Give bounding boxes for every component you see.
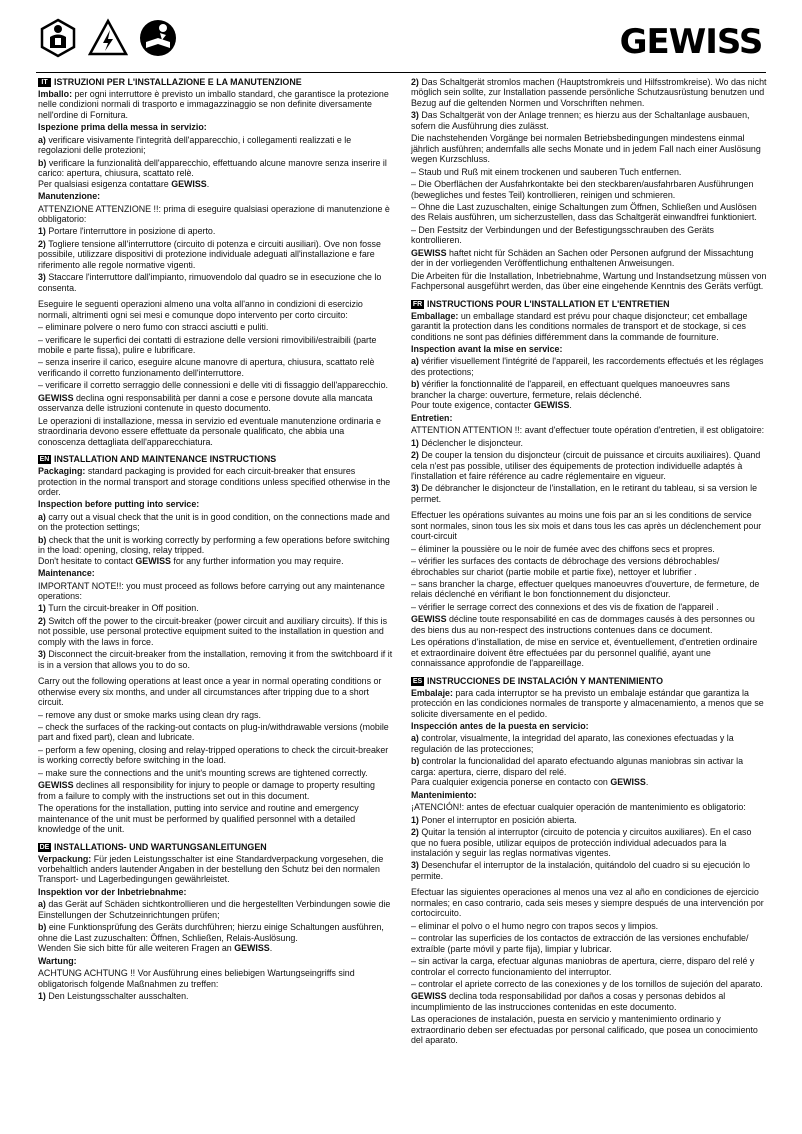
operations-intro: Efectuar las siguientes operaciones al menos una vez al año en condiciones de ejercicio normales; en caso contrario, cada seis meses y siempre después de una intervención por cortocircuito. [411, 887, 764, 919]
packaging: Imballo: per ogni interruttore è previsto un imballo standard, che garantisce la protezione nelle condizioni normali di trasporto e immagazzinaggio se non definite diversamente nell'ordine di Fornitura. [38, 89, 389, 120]
step-3: 3) De débrancher le disjoncteur de l'installation, en le retirant du tableau, si sa version le permet. [411, 483, 758, 504]
section-it [38, 77, 394, 447]
maintenance-title: Wartung: [38, 955, 77, 966]
operation-2: – Die Oberflächen der Ausfahrkontakte bei den steckbaren/ausfahrbaren Ausführungen (bewegliches und festes Teil) kontrollieren, reinigen und schmieren. [411, 179, 754, 200]
operation-3: – perform a few opening, closing and relay-tripped operations to check the circuit-breaker is working correctly before switching in the load. [38, 744, 389, 766]
section-de-part2 [411, 77, 767, 292]
step-1: 1) Poner el interruptor en posición abierta. [411, 814, 577, 825]
operation-3: – sin activar la carga, efectuar algunas maniobras de apertura, cierre, disparo del relé y controlar el correcto funcionamiento del interruptor. [411, 956, 755, 977]
section-de-part1 [38, 842, 394, 1002]
inspection-a: a) controlar, visualmente, la integridad del aparato, las conexiones efectuadas y la regulación de las protecciones; [411, 733, 734, 754]
step-3: 3) Das Schaltgerät von der Anlage trennen; es hierzu aus der Schaltanlage ausbauen, sofern die Ausführung dies zulässt. [411, 110, 750, 131]
attention: ACHTUNG ACHTUNG !! Vor Ausführung eines beliebigen Wartungseingriffs sind obligatorisch folgende Maßnahmen zu treffen: [38, 968, 355, 989]
inspection-a: a) das Gerät auf Schäden sichtkontrollieren und die hergestellten Verbindungen sowie die Einstellungen der Schutzeinrichtungen prüfen; [38, 899, 391, 920]
operation-2: – check the surfaces of the racking-out contacts on plug-in/withdrawable versions (mobile part and fixed part), clean and lubricate. [38, 722, 389, 743]
operations-intro: Eseguire le seguenti operazioni almeno una volta all'anno in condizioni di esercizio normali, altrimenti ogni sei mesi e comunque dopo intervento per corto circuito: [38, 299, 363, 320]
operation-4: – controlar el apriete correcto de las conexiones y de los tornillos de sujeción del aparato. [411, 978, 763, 989]
inspection-b: b) verificare la funzionalità dell'apparecchio, effettuando alcune manovre senza inserire il carico: apertura, chiusura, scattato relè. Per qualsiasi esigenza contattare GEWISS. [38, 157, 387, 189]
header-rule [36, 72, 766, 73]
flag-de: DE [39, 843, 50, 851]
step-1: 1) Portare l'interruttore in posizione di aperto. [38, 226, 216, 237]
section-es [411, 676, 767, 1046]
disclaimer: GEWISS declina ogni responsabilità per danni a cose e persone dovute alla mancata osservanza delle istruzioni contenute in questo documento. [38, 392, 373, 414]
operation-1: – eliminare polvere o nero fumo con stracci asciutti e puliti. [38, 322, 269, 333]
operation-2: – verificare le superfici dei contatti di estrazione delle versioni rimovibili/estraibili (parte mobile e parte fissa), pulire e lubrificare. [38, 334, 377, 355]
inspection-b: b) vérifier la fonctionnalité de l'appareil, en effectuant quelques manoeuvres sans brancher la charge: ouverture, fermeture, relais déclenché. Pour toute exigence, contacter GEWISS. [411, 379, 730, 411]
final-note: Les opérations d'installation, de mise en service et, éventuellement, d'entretien ordinaire et extraordinaire doivent être effectuées par du personnel qualifié, ayant une connaissance approfondie de l'appareillage. [411, 637, 758, 669]
disclaimer: GEWISS haftet nicht für Schäden an Sachen oder Personen aufgrund der Missachtung der in der vorliegenden Veröffentlichung enthaltenen Anweisungen. [411, 247, 754, 269]
step-2: 2) De couper la tension du disjoncteur (circuit de puissance et circuits auxiliaires). Quand cela n'est pas possible, utiliser des équipements de protection individuelle adaptés à l'installation et faire référence au cadre réglementaire en vigueur. [411, 450, 761, 481]
flag-es: ES [412, 677, 423, 685]
flag-en: EN [39, 456, 50, 464]
operations-intro: Carry out the following operations at least once a year in normal operating conditions or otherwise every six months, and under all circumstances after tripping due to a short circuit. [38, 676, 382, 708]
maintenance-title: Maintenance: [38, 568, 95, 579]
step-2: 2) Togliere tensione all'interruttore (circuito di potenza e circuiti ausiliari). Ove non fosse possibile, utilizzare dispositivi di protezione individuale adeguati all'installazione e fare riferimento alle regole normative vigenti. [38, 238, 381, 270]
inspection-a: a) vérifier visuellement l'intégrité de l'appareil, les raccordements effectués et les réglages des protections; [411, 356, 764, 377]
operations-intro: Die nachstehenden Vorgänge bei normalen Betriebsbedingungen mindestens einmal jährlich ausführen; andernfalls alle sechs Monate und in jedem Fall nach einer Auslösung wegen Kurzschluss. [411, 133, 761, 165]
disclaimer: GEWISS décline toute responsabilité en cas de dommages causés à des personnes ou des biens dus au non-respect des instructions contenues dans ce document. [411, 614, 755, 635]
operation-3: – Ohne die Last zuzuschalten, einige Schaltungen zum Öffnen, Schließen und Auslösen des Relais ausführen, um sicherzustellen, dass das Schaltgerät einwandfrei funktioniert. [411, 201, 757, 223]
operation-3: – sans brancher la charge, effectuer quelques manoeuvres d'ouverture, de fermeture, de relais déclenché en vérifiant le bon fonctionnement du disjoncteur. [411, 579, 760, 600]
step-1: 1) Turn the circuit-breaker in Off position. [38, 603, 199, 614]
step-2: 2) Switch off the power to the circuit-breaker (power circuit and auxiliary circuits). If this is not possible, use personal protective equipment suited to the installation in question and comply with the laws in force. [38, 615, 388, 647]
step-2: 2) Quitar la tensión al interruptor (circuito de potencia y circuitos auxiliares). En el caso que no fuera posible, utilizar equipos de protección individual adecuados para la instalación y seguir las reglas normativas vigentes. [411, 827, 752, 858]
operation-2: – vérifier les surfaces des contacts de débrochage des versions débrochables/ ébrochables sur chariot (partie mobile et partie fixe), nettoyer et lubrifier . [411, 556, 720, 577]
attention: ¡ATENCIÓN!: antes de efectuar cualquier operación de mantenimiento es obligatorio: [411, 802, 746, 813]
packaging: Verpackung: Für jeden Leistungsschalter ist eine Standardverpackung vorgesehen, die vorbehaltlich anders lautender Angaben in der bestellung den Schutz bei den normalen Transport- und Lagerbedingungen gewährleistet. [38, 853, 384, 885]
right-column [411, 77, 767, 1053]
step-3: 3) Staccare l'interruttore dall'impianto, rimuovendolo dal quadro se in esecuzione che lo consenta. [38, 272, 382, 293]
final-note: Las operaciones de instalación, puesta en servicio y mantenimiento ordinario y extraordinario deben ser efectuadas por personal calificado, que posea un conocimiento del aparato. [411, 1014, 758, 1046]
electrical-hazard-icon [88, 18, 128, 58]
qualified-person-icon [38, 18, 78, 58]
operation-1: – Staub und Ruß mit einem trockenen und sauberen Tuch entfernen. [411, 166, 682, 177]
flag-fr: FR [412, 300, 423, 308]
attention: ATTENTION ATTENTION !!: avant d'effectuer toute opération d'entretien, il est obligatoire: [411, 425, 765, 436]
section-en [38, 454, 394, 835]
maintenance-title: Entretien: [411, 412, 453, 423]
step-3: 3) Desenchufar el interruptor de la instalación, quitándolo del cuadro si su ejecución lo permite. [411, 860, 750, 881]
inspection-title: Inspección antes de la puesta en servicio: [411, 721, 589, 732]
step-1: 1) Den Leistungsschalter ausschalten. [38, 990, 189, 1001]
inspection-title: Ispezione prima della messa in servizio: [38, 122, 207, 133]
final-note: Die Arbeiten für die Installation, Inbetriebnahme, Wartung und Instandsetzung müssen von Fachpersonal ausgeführt werden, das über eine eingehende Kenntnis des Geräts verfügt. [411, 270, 767, 292]
operation-1: – remove any dust or smoke marks using clean dry rags. [38, 709, 261, 720]
operations-intro: Effectuer les opérations suivantes au moins une fois par an si les conditions de service sont normales, sinon tous les six mois et dans tous les cas après un déclenchement pour court-circuit [411, 510, 762, 542]
operation-3: – senza inserire il carico, eseguire alcune manovre di apertura, chiusura, scattato relè verificando il corretto funzionamento dell'interruttore. [38, 357, 375, 378]
disclaimer: GEWISS declina toda responsabilidad por daños a cosas y personas debidos al incumplimiento de las instrucciones contenidas en este documento. [411, 991, 726, 1012]
disclaimer: GEWISS declines all responsibility for injury to people or damage to property resulting from a failure to comply with the instructions set out in this document. [38, 780, 375, 801]
section-heading: FR INSTRUCTIONS POUR L'INSTALLATION ET L'ENTRETIEN [412, 298, 670, 309]
section-heading: EN INSTALLATION AND MAINTENANCE INSTRUCTIONS [39, 454, 277, 465]
operation-2: – controlar las superficies de los contactos de extracción de las versiones enchufable/ extraíble (parte móvil y parte fija), limpiar y lubricar. [411, 933, 749, 954]
inspection-a: a) verificare visivamente l'integrità dell'apparecchio, i collegamenti realizzati e le regolazioni delle protezioni; [38, 134, 352, 156]
operation-4: – make sure the connections and the unit's mounting screws are tightened correctly. [38, 767, 368, 778]
read-manual-icon [138, 18, 178, 58]
section-heading: DE INSTALLATIONS- UND WARTUNGSANLEITUNGEN [39, 841, 267, 852]
operation-4: – verificare il corretto serraggio delle connessioni e delle viti di fissaggio dell'apparecchio. [38, 380, 388, 391]
attention: ATTENZIONE ATTENZIONE !!: prima di eseguire qualsiasi operazione di manutenzione è obbligatorio: [38, 203, 390, 224]
maintenance-title: Mantenimiento: [411, 789, 477, 800]
packaging: Emballage: un emballage standard est prévu pour chaque disjoncteur; cet emballage garantit la protection dans les conditions normales de transport et de stockage, si ces conditions ne sont pas définies différemment dans la commande de fourniture. [411, 310, 748, 342]
operation-1: – éliminer la poussière ou le noir de fumée avec des chiffons secs et propres. [411, 543, 715, 554]
safety-icons [38, 18, 178, 62]
gewiss-logo [616, 22, 766, 58]
maintenance-title: Manutenzione: [38, 191, 101, 202]
inspection-b: b) controlar la funcionalidad del aparato efectuando algunas maniobras sin activar la carga: apertura, cierre, disparo del relé. Para cualquier exigencia ponerse en contacto con GEWISS. [411, 756, 744, 788]
svg-text:GEWISS: GEWISS [619, 22, 763, 58]
section-heading: ES INSTRUCCIONES DE INSTALACIÓN Y MANTENIMIENTO [412, 675, 664, 686]
inspection-title: Inspection before putting into service: [38, 499, 200, 510]
inspection-b: b) eine Funktionsprüfung des Geräts durchführen; hierzu einige Schaltungen ausführen, ohne die Last zuzuschalten: Öffnen, Schließen, Relais-Auslösung. Wenden Sie sich bitte für alle weiteren Fragen an GEWISS. [38, 922, 384, 954]
operation-4: – vérifier le serrage correct des connexions et des vis de fixation de l'appareil . [411, 601, 719, 612]
step-1: 1) Déclencher le disjoncteur. [411, 437, 523, 448]
step-3: 3) Disconnect the circuit-breaker from the installation, removing it from the switchboard if it is in a version that allows you to do so. [38, 649, 393, 670]
packaging: Packaging: standard packaging is provided for each circuit-breaker that ensures protection in the normal transport and storage conditions unless specified otherwise in the order. [38, 466, 391, 497]
operation-1: – eliminar el polvo o el humo negro con trapos secos y limpios. [411, 920, 659, 931]
final-note: Le operazioni di installazione, messa in servizio ed eventuale manutenzione ordinaria e straordinaria devono essere effettuate da personale qualificato, che abbia una conoscenza dettagliata dell'apparecchiatura. [38, 415, 381, 447]
attention: IMPORTANT NOTE!!: you must proceed as follows before carrying out any maintenance operations: [38, 580, 385, 602]
section-fr [411, 299, 767, 669]
packaging: Embalaje: para cada interruptor se ha previsto un embalaje estándar que garantiza la protección en las condiciones normales de transporte y almacenamiento, a menos que se solicite diversamente en el pedido. [411, 687, 764, 719]
inspection-b: b) check that the unit is working correctly by performing a few operations before switching in the load: opening, closing, relay tripped. Don't hesitate to contact GEWISS for any further information you may require. [38, 534, 390, 566]
operation-4: – Den Festsitz der Verbindungen und der Befestigungsschrauben des Geräts kontrollieren. [411, 224, 714, 246]
flag-it: IT [38, 78, 51, 87]
final-note: The operations for the installation, putting into service and routine and emergency maintenance of the unit must be performed by qualified personnel with a detailed knowledge of the unit. [38, 803, 359, 835]
section-heading: IT ISTRUZIONI PER L'INSTALLAZIONE E LA MANUTENZIONE [38, 77, 394, 88]
inspection-title: Inspektion vor der Inbetriebnahme: [38, 886, 187, 897]
inspection-title: Inspection avant la mise en service: [411, 343, 563, 354]
step-2: 2) Das Schaltgerät stromlos machen (Hauptstromkreis und Hilfsstromkreise). Wo das nicht möglich sein sollte, zur Installation passende persönliche Schutzausrüstung benutzen und Bezug auf die geltenden Normen und Vorschriften nehmen. [411, 77, 767, 108]
inspection-a: a) carry out a visual check that the unit is in good condition, on the connections made and on the protection settings; [38, 511, 390, 533]
left-column [38, 77, 394, 1008]
